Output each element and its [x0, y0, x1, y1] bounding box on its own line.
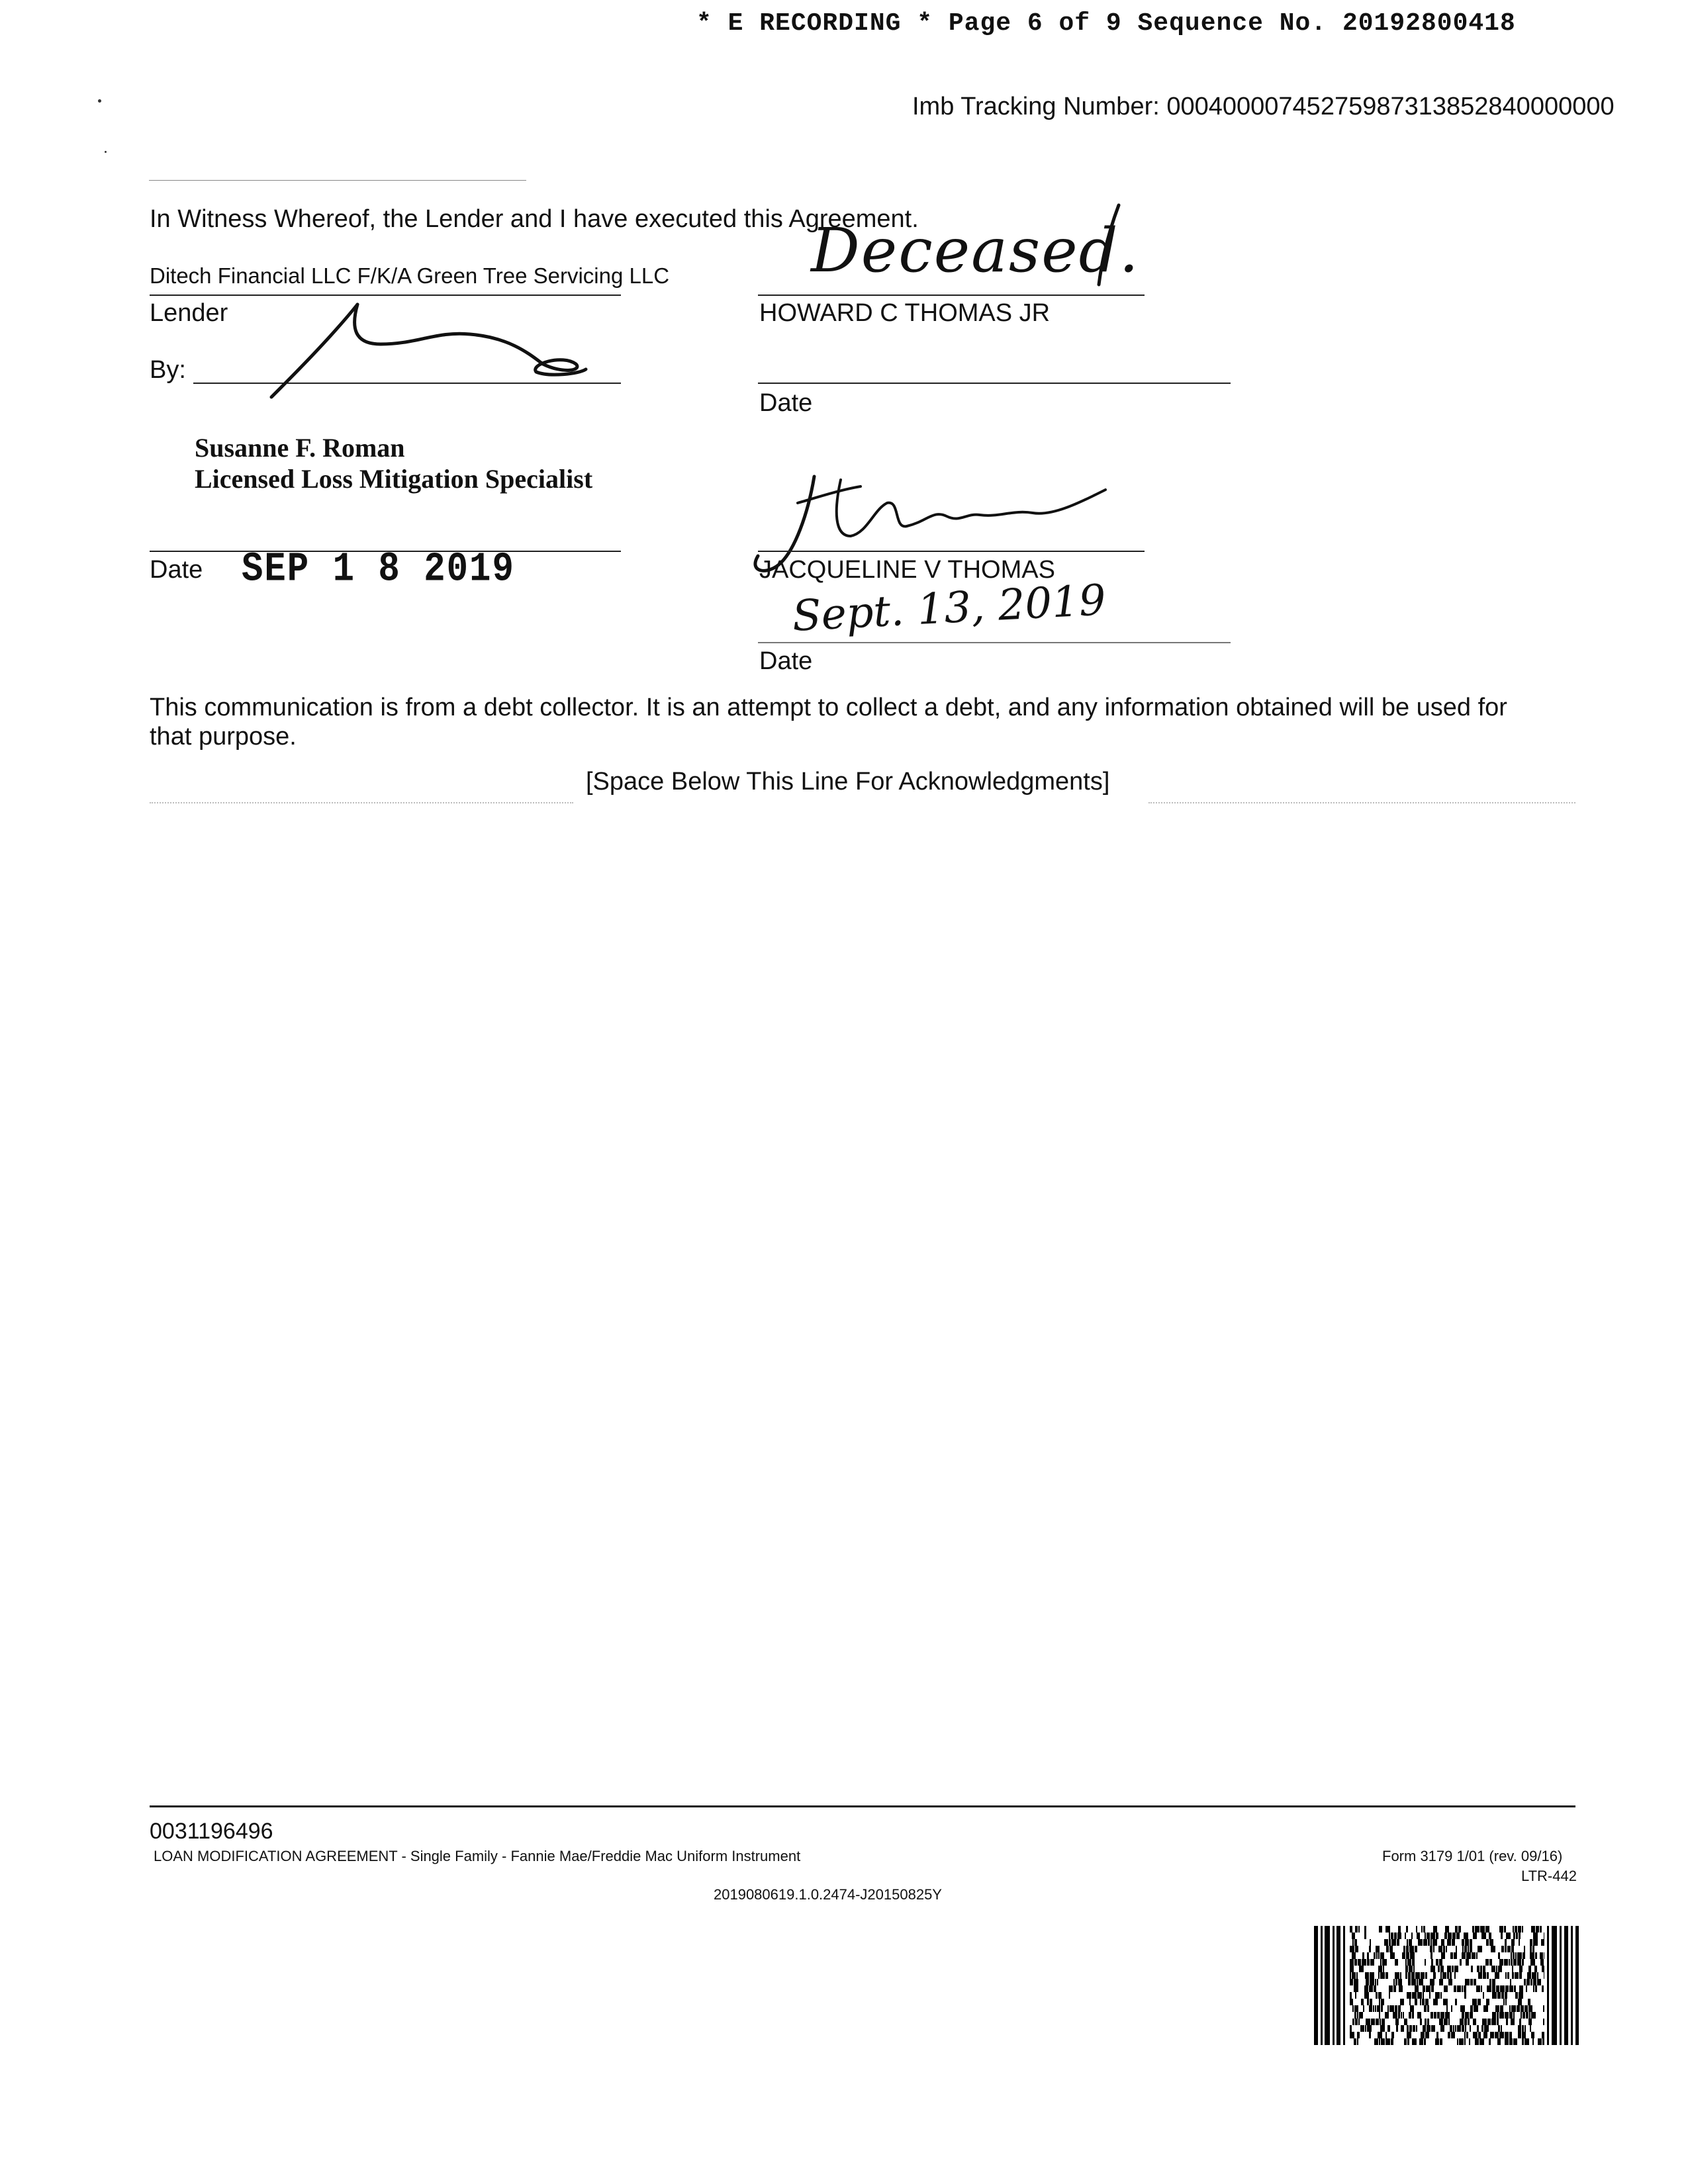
lender-date-label: Date — [150, 556, 203, 584]
borrower2-handwritten-date: Sept. 13, 2019 — [791, 576, 1107, 641]
witness-statement: In Witness Whereof, the Lender and I have executed this Agreement. — [150, 205, 919, 233]
form-title: LOAN MODIFICATION AGREEMENT - Single Family - Fannie Mae/Freddie Mac Uniform Instrument — [154, 1848, 801, 1864]
borrower1-name: HOWARD C THOMAS JR — [759, 299, 1051, 327]
lender-signer-title: Licensed Loss Mitigation Specialist — [195, 464, 593, 494]
document-id: 2019080619.1.0.2474-J20150825Y — [714, 1886, 942, 1903]
pdf417-barcode — [1314, 1926, 1579, 2045]
tracking-number: Imb Tracking Number: 00040000745275987313852840000000 — [912, 93, 1615, 120]
debt-collector-notice-line2: that purpose. — [150, 723, 297, 751]
debt-collector-notice-line1: This communication is from a debt collector. It is an attempt to collect a debt, and any information obtained will be used for — [150, 694, 1507, 721]
borrower1-date-line — [758, 383, 1231, 384]
lender-role: Lender — [150, 299, 228, 327]
form-number: Form 3179 1/01 (rev. 09/16) — [1382, 1848, 1563, 1864]
scan-speck — [98, 99, 101, 103]
by-label: By: — [150, 356, 186, 384]
letter-code: LTR-442 — [1521, 1868, 1577, 1884]
borrower2-signature-line — [758, 551, 1145, 552]
scan-speck — [105, 151, 107, 153]
loan-number: 0031196496 — [150, 1819, 273, 1844]
acknowledgment-rule-left — [150, 802, 573, 803]
lender-signature — [252, 291, 596, 404]
footer-rule — [150, 1805, 1575, 1807]
acknowledgment-divider: [Space Below This Line For Acknowledgments] — [586, 768, 1110, 796]
lender-date-stamp: SEP 1 8 2019 — [242, 547, 515, 594]
top-rule — [149, 180, 526, 181]
borrower1-date-label: Date — [759, 389, 813, 417]
lender-company: Ditech Financial LLC F/K/A Green Tree Servicing LLC — [150, 263, 670, 288]
acknowledgment-rule-right — [1149, 802, 1575, 803]
borrower2-date-line — [758, 642, 1231, 643]
borrower1-handwritten-note: Deceased. — [811, 215, 1140, 286]
borrower1-signature-line — [758, 295, 1145, 296]
lender-signer-name: Susanne F. Roman — [195, 433, 405, 463]
borrower2-name: JACQUELINE V THOMAS — [759, 556, 1055, 584]
borrower2-date-label: Date — [759, 647, 813, 675]
recording-header: * E RECORDING * Page 6 of 9 Sequence No. 20192800418 — [696, 9, 1516, 38]
